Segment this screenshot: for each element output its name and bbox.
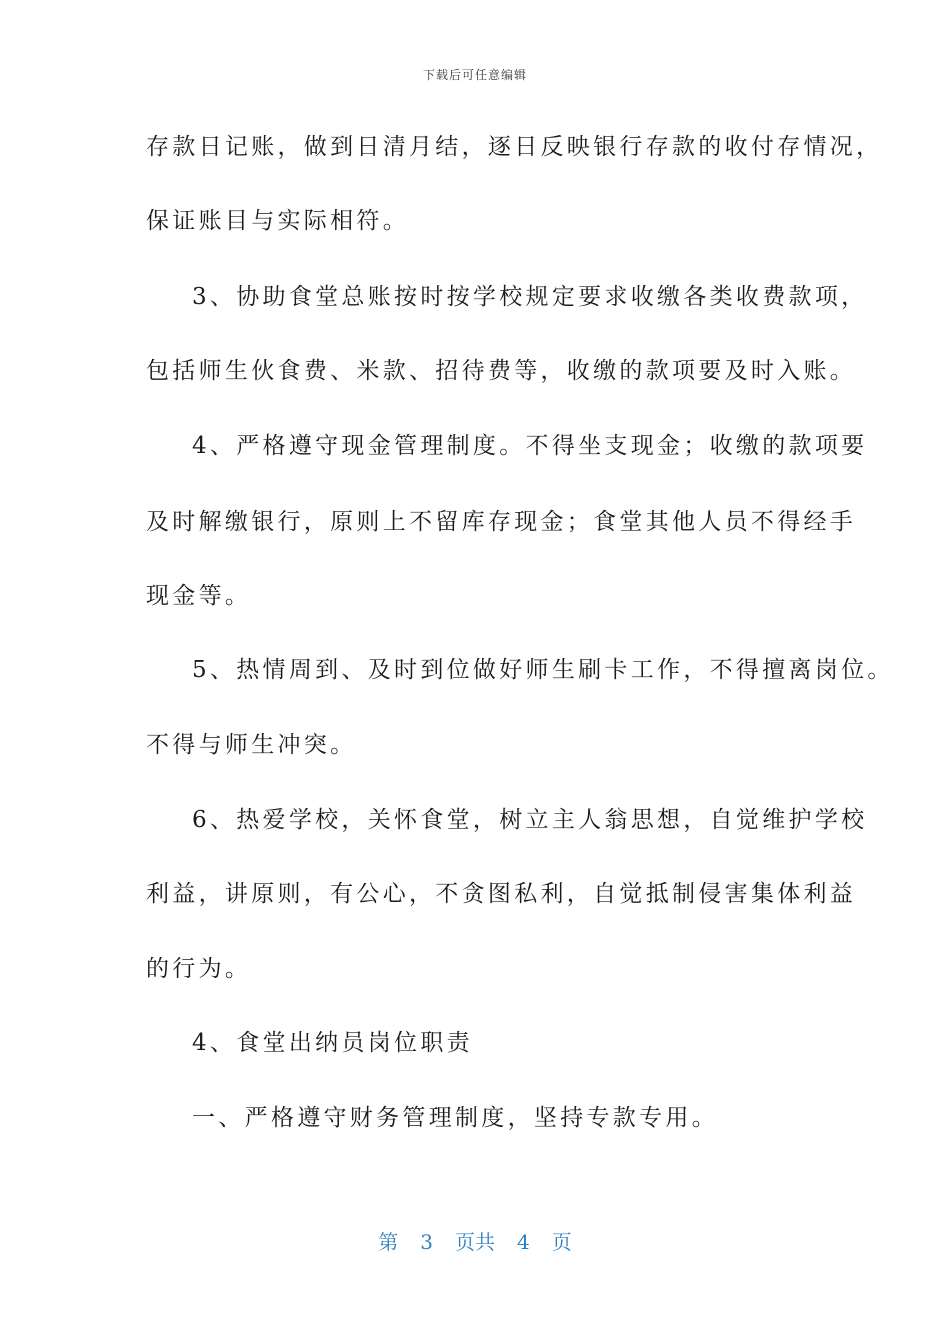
footer-current-page: 3 <box>420 1230 433 1254</box>
paragraph-line: 的行为。 <box>146 956 252 982</box>
page-footer <box>0 1226 950 1255</box>
page-header-note: 下载后可任意编辑 <box>422 68 527 82</box>
paragraph-line: 包括师生伙食费、米款、招待费等，收缴的款项要及时入账。 <box>146 358 857 384</box>
footer-suffix: 页 <box>551 1230 572 1254</box>
paragraph-line: 存款日记账，做到日清月结，逐日反映银行存款的收付存情况， <box>146 134 883 160</box>
footer-middle: 页共 <box>455 1230 495 1254</box>
paragraph-line: 6、热爱学校，关怀食堂，树立主人翁思想，自觉维护学校 <box>192 807 868 833</box>
paragraph-line: 3、协助食堂总账按时按学校规定要求收缴各类收费款项， <box>192 284 868 310</box>
paragraph-line: 不得与师生冲突。 <box>146 732 357 758</box>
paragraph-line: 利益，讲原则，有公心，不贪图私利，自觉抵制侵害集体利益 <box>146 881 857 907</box>
paragraph-line: 保证账目与实际相符。 <box>146 208 409 234</box>
section-heading: 4、食堂出纳员岗位职责 <box>192 1030 473 1056</box>
footer-prefix: 第 <box>378 1230 399 1254</box>
paragraph-line: 及时解缴银行，原则上不留库存现金；食堂其他人员不得经手 <box>146 509 857 535</box>
footer-total-pages: 4 <box>517 1230 530 1254</box>
paragraph-line: 4、严格遵守现金管理制度。不得坐支现金；收缴的款项要 <box>192 433 868 459</box>
paragraph-line: 5、热情周到、及时到位做好师生刷卡工作，不得擅离岗位。 <box>192 657 894 683</box>
paragraph-line: 现金等。 <box>146 583 252 609</box>
paragraph-line: 一、严格遵守财务管理制度，坚持专款专用。 <box>192 1105 718 1131</box>
